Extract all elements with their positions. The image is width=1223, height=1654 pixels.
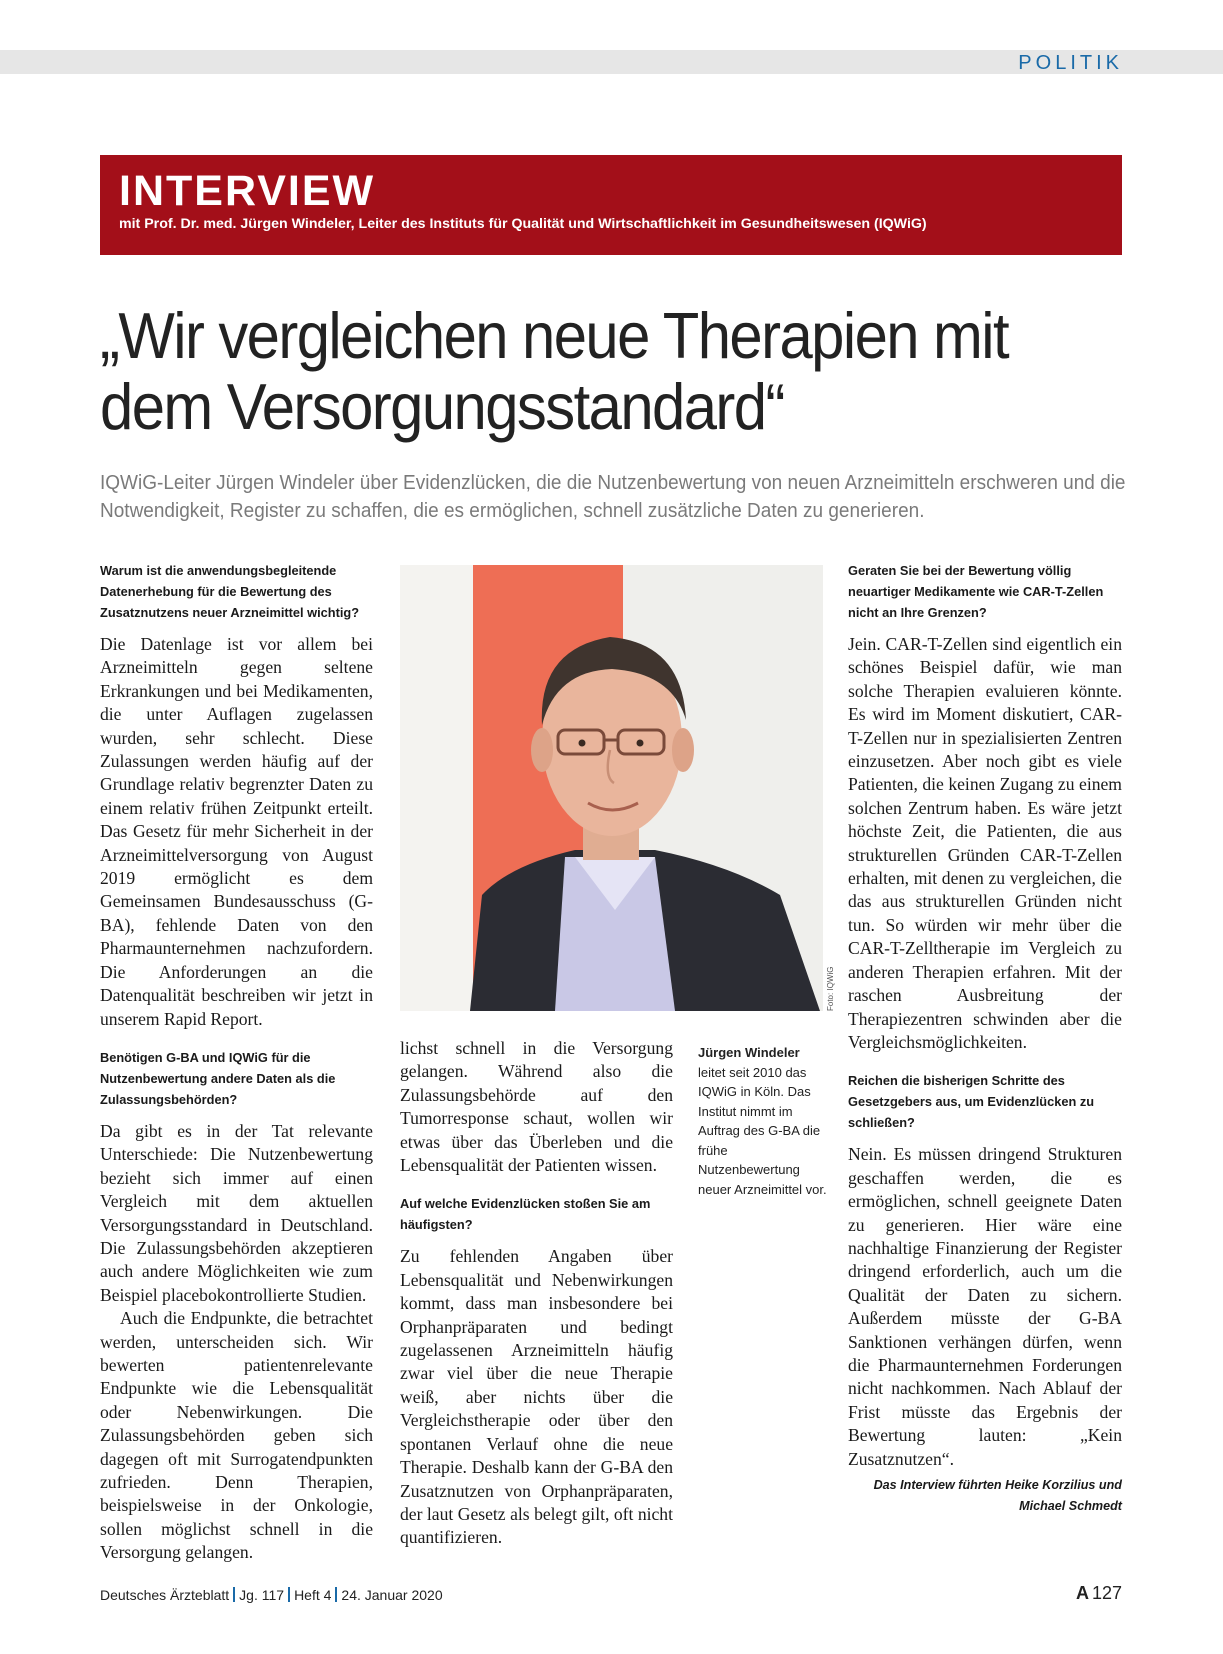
interview-banner — [100, 155, 1122, 255]
answer-paragraph: Da gibt es in der Tat relevante Unterschiede: Die Nutzenbewertung bezieht sich immer auf einen Vergleich mit dem aktuellen Versorgungsstandard in Deutschland. Die Zulassungsbehörden akzeptieren auch andere Möglichkeiten wie zum Beispiel placebokontrollierte Studien. — [100, 1120, 373, 1305]
answer-paragraph: Die Datenlage ist vor allem bei Arzneimitteln gegen seltene Erkrankungen und bei Medikamenten, die unter Auflagen zugelassen wurden, sehr schlecht. Diese Zulassungen werden häufig auf der Grundlage relativ begrenzter Daten zu einem relativ frühen Zeitpunkt erteilt. Das Gesetz für mehr Sicherheit in der Arzneimittelversorgung von August 2019 ermöglicht es dem Gemeinsamen Bundesausschuss (G-BA), fehlende Daten von den Pharmaunternehmen nachzufordern. Die Anforderungen an die Datenqualität beschreiben wir jetzt in unserem Rapid Report. — [100, 634, 373, 1029]
section-label: POLITIK — [1018, 52, 1123, 74]
photo-credit: Foto: IQWiG — [826, 966, 835, 1011]
question: Reichen die bisherigen Schritte des Gesetzgebers aus, um Evidenzlücken zu schließen? — [848, 1073, 1095, 1131]
footer-volume: Jg. 117 — [239, 1587, 285, 1603]
footer-issue: Heft 4 — [294, 1587, 332, 1603]
footer-journal: Deutsches Ärzteblatt — [100, 1587, 230, 1603]
question: Warum ist die anwendungsbegleitende Datenerhebung für die Bewertung des Zusatznutzens neuer Arzneimittel wichtig? — [100, 563, 360, 620]
answer-paragraph: Nein. Es müssen dringend Strukturen geschaffen werden, die es ermöglichen, schnell geeignete Daten zu generieren. Hier wäre eine nachhaltige Finanzierung der Register dringend erforderlich, auch um die Qualität der Daten zu sichern. Außerdem müsste der G-BA Sanktionen verhängen dürfen, wenn die Pharmaunternehmen Forderungen nicht nachkommen. Nach Ablauf der Frist müsste das Ergebnis der Bewertung lauten: „Kein Zusatznutzen“. — [848, 1144, 1122, 1469]
footer-date: 24. Januar 2020 — [341, 1587, 443, 1603]
column-1 — [100, 560, 373, 1565]
answer-paragraph: Zu fehlenden Angaben über Lebensqualität und Nebenwirkungen kommt, dass man insbesondere bei Orphanpräparaten und bedingt zugelassenen Arzneimitteln häufig zwar viel über die neue Therapie weiß, aber nichts über die Vergleichstherapie oder über den spontanen Verlauf ohne die neue Therapie. Deshalb kann der G-BA den Zusatznutzen von Orphanpräparaten, der laut Gesetz als belegt gilt, oft nicht quantifizieren. — [400, 1246, 673, 1548]
page-number — [1076, 1583, 1122, 1604]
column-2 — [400, 1037, 673, 1550]
caption-name: Jürgen Windeler — [698, 1045, 800, 1060]
portrait-illustration — [400, 565, 823, 1011]
photo-caption — [698, 1043, 828, 1199]
banner-kicker: INTERVIEW — [119, 167, 376, 215]
answer-paragraph: Auch die Endpunkte, die betrachtet werden, unterscheiden sich. Wir bewerten patientenrelevante Endpunkte wie die Lebensqualität oder Nebenwirkungen. Die Zulassungsbehörden geben sich dagegen oft mit Surrogatendpunkten zufrieden. Denn Therapien, beispielsweise in der Onkologie, sollen möglichst schnell in die Versorgung gelangen. — [100, 1308, 373, 1563]
question: Auf welche Evidenzlücken stoßen Sie am häufigsten? — [400, 1196, 651, 1233]
question: Geraten Sie bei der Bewertung völlig neuartiger Medikamente wie CAR-T-Zellen nicht an Ihre Grenzen? — [848, 563, 1104, 620]
footer-separator — [233, 1587, 235, 1602]
portrait-photo — [400, 565, 823, 1011]
answer-paragraph: Jein. CAR-T-Zellen sind eigentlich ein schönes Beispiel dafür, wie man solche Therapien evaluieren könnte. Es wird im Moment diskutiert, CAR-T-Zellen nur in spezialisierten Zentren einzusetzen. Aber noch gibt es viele Patienten, die keinen Zugang zu einem solchen Zentrum haben. Es wäre jetzt höchste Zeit, die Patienten, die aus strukturellen Gründen CAR-T-Zellen erhalten, mit denen zu vergleichen, die das aus strukturellen Gründen nicht tun. So würden wir mehr über die CAR-T-Zelltherapie im Vergleich zu anderen Therapien erfahren. Mit der raschen Ausbreitung der Therapiezentren schwinden aber die Vergleichsmöglichkeiten. — [848, 634, 1122, 1052]
headline — [100, 300, 1048, 442]
column-3 — [848, 560, 1122, 1517]
question: Benötigen G-BA und IQWiG für die Nutzenbewertung andere Daten als die Zulassungsbehörden? — [100, 1049, 336, 1107]
lead-paragraph: IQWiG-Leiter Jürgen Windeler über Evidenzlücken, die die Nutzenbewertung von neuen Arzneimitteln erschweren und die Notwendigkeit, Register zu schaffen, die es ermöglichen, schnell zusätzliche Daten zu generieren. — [100, 472, 1126, 522]
page-footer — [100, 1583, 1122, 1607]
headline-line-2: dem Versorgungsstandard“ — [100, 370, 784, 443]
page-number-value: 127 — [1091, 1583, 1122, 1603]
headline-line-1: „Wir vergleichen neue Therapien mit — [100, 299, 1009, 372]
footer-citation — [100, 1587, 443, 1603]
interview-credit-line-1: Das Interview führten Heike Korzilius und — [873, 1478, 1122, 1492]
answer-paragraph: lichst schnell in die Versorgung gelangen. Während also die Zulassungsbehörde auf den Tumorresponse schaut, wollen wir etwas über das Überleben und die Lebensqualität der Patienten wissen. — [400, 1038, 673, 1176]
caption-text: leitet seit 2010 das IQWiG in Köln. Das Institut nimmt im Auftrag des G-BA die frühe Nutzenbewertung neuer Arzneimittel vor. — [698, 1064, 827, 1197]
footer-separator — [288, 1587, 290, 1602]
banner-subtitle: mit Prof. Dr. med. Jürgen Windeler, Leiter des Instituts für Qualität und Wirtschaftlichkeit im Gesundheitswesen (IQWiG) — [119, 216, 927, 232]
page-prefix: A — [1075, 1583, 1089, 1603]
interview-credit-line-2: Michael Schmedt — [1019, 1499, 1122, 1513]
footer-separator — [335, 1587, 337, 1602]
